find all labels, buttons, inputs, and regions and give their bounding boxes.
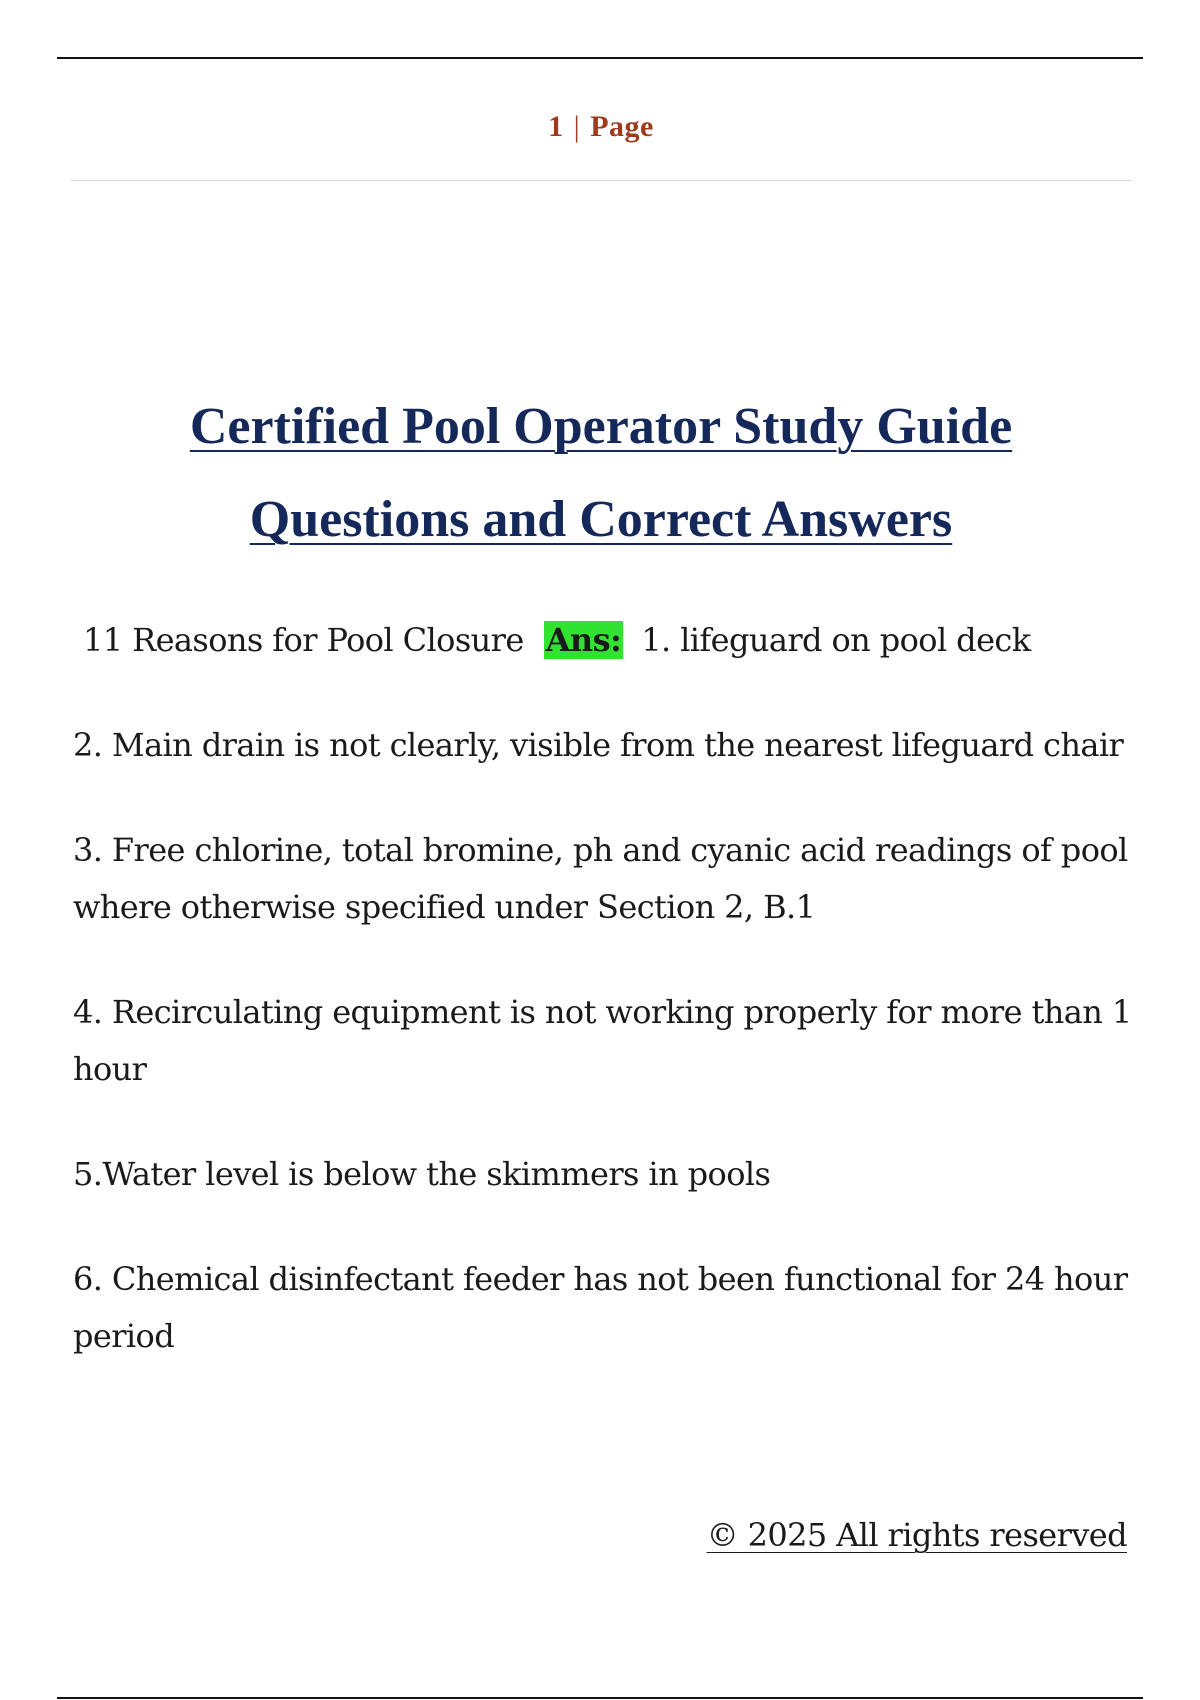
page-number: 1 [548, 110, 564, 143]
answer-item-5: 5.Water level is below the skimmers in pools [73, 1155, 771, 1193]
answer-item-3: 3. Free chlorine, total bromine, ph and cyanic acid readings of pool where otherwise specified under Section 2, B.1 [73, 831, 1128, 926]
document-title [71, 380, 1131, 566]
answer-item-1: 1. lifeguard on pool deck [641, 621, 1031, 659]
answers-body [73, 612, 1133, 1413]
page-header [71, 110, 1131, 144]
copyright-footer [600, 1516, 1127, 1554]
question-prompt: 11 Reasons for Pool Closure [83, 621, 524, 659]
title-line-1: Certified Pool Operator Study Guide [189, 398, 1013, 455]
answer-item-6: 6. Chemical disinfectant feeder has not been functional for 24 hour period [73, 1260, 1128, 1355]
question-line [73, 612, 1133, 669]
header-divider [71, 180, 1131, 181]
ans-highlight-label: Ans: [545, 621, 622, 659]
answer-item-2: 2. Main drain is not clearly, visible from the nearest lifeguard chair [73, 726, 1124, 764]
bottom-border-line [57, 1697, 1143, 1699]
copyright-text: © 2025 All rights reserved [706, 1516, 1127, 1554]
page-label: Page [590, 110, 654, 143]
page-separator: | [573, 110, 581, 143]
top-border-line [57, 57, 1143, 59]
answer-item-4: 4. Recirculating equipment is not working properly for more than 1 hour [73, 993, 1132, 1088]
title-line-2: Questions and Correct Answers [249, 491, 953, 548]
